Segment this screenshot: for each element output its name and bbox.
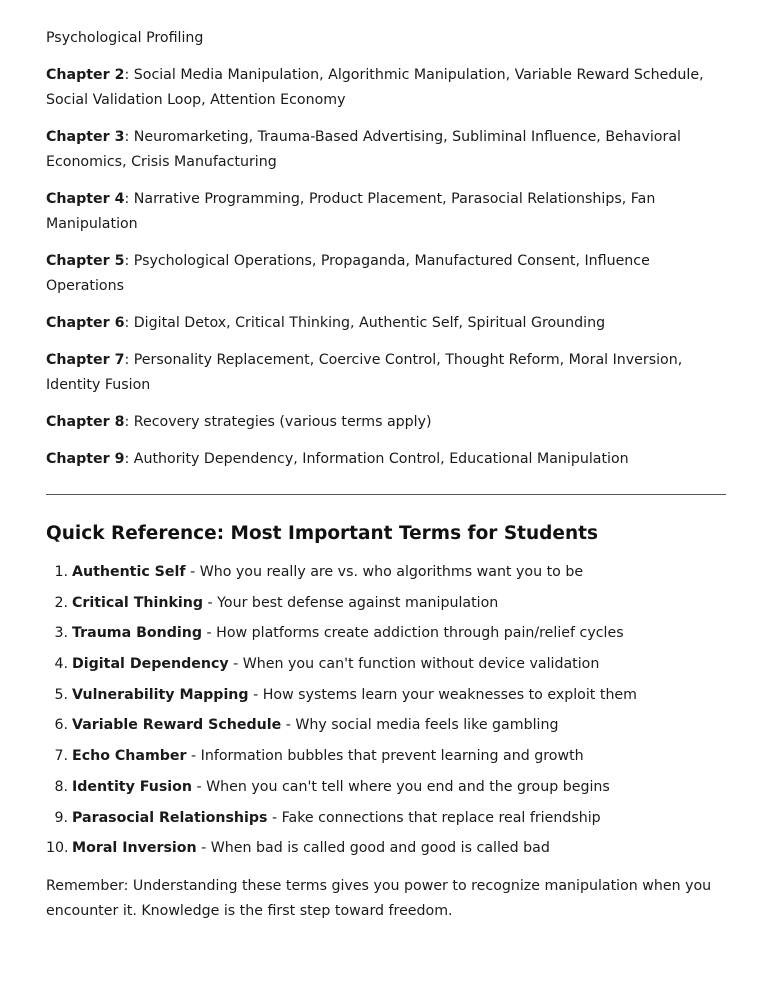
item-term: Authentic Self [72,564,186,580]
list-item [46,772,726,803]
item-term: Critical Thinking [72,594,203,611]
list-item [46,618,726,649]
item-term: Digital Dependency [72,656,229,673]
list-item [46,833,726,864]
item-description: - When you can't function without device validation [228,656,600,673]
intro-line: Psychological Profiling [46,30,204,46]
item-number: 7. [54,748,68,765]
item-number: 6. [54,717,68,734]
list-item [46,680,726,711]
item-term: Identity Fusion [72,778,193,795]
chapter-terms: : Social Media Manipulation, Algorithmic Manipulation, Variable Reward Schedule, Social Validation Loop, Attention Economy [46,67,704,108]
quick-reference-list [46,557,726,864]
item-number: 8. [54,778,68,795]
chapter-terms: : Authority Dependency, Information Control, Educational Manipulation [124,451,629,467]
chapter-paragraph [46,348,726,398]
chapter-paragraph [46,410,726,435]
item-description: - Who you really are vs. who algorithms want you to be [185,564,584,580]
chapter-paragraph [46,187,726,237]
item-number: 10. [46,840,69,857]
chapter-terms: : Psychological Operations, Propaganda, Manufactured Consent, Influence Operations [46,253,650,294]
item-number: 9. [54,809,68,826]
chapter-label: Chapter 4 [46,191,125,207]
item-number: 1. [54,564,68,580]
item-term: Parasocial Relationships [72,809,268,826]
list-item [46,649,726,680]
item-term: Trauma Bonding [72,625,203,642]
section-divider [46,494,726,495]
chapter-label: Chapter 8 [46,414,125,430]
chapter-label: Chapter 5 [46,253,125,269]
item-description: - Fake connections that replace real friendship [267,809,601,826]
chapter-label: Chapter 3 [46,129,125,145]
closing-paragraph: Remember: Understanding these terms gives you power to recognize manipulation when you encounter it. Knowledge is the first step toward freedom. [46,877,712,919]
chapter-paragraph [46,125,726,175]
item-number: 3. [54,625,68,642]
item-term: Echo Chamber [72,748,187,765]
list-item [46,710,726,741]
item-number: 2. [54,594,68,611]
item-description: - Your best defense against manipulation [203,594,499,611]
list-item [46,803,726,834]
chapter-paragraph [46,249,726,299]
item-description: - How systems learn your weaknesses to exploit them [248,686,637,703]
chapter-label: Chapter 2 [46,67,125,83]
quick-reference-title: Quick Reference: Most Important Terms for Students [46,523,599,544]
item-number: 4. [54,656,68,673]
item-number: 5. [54,686,68,703]
chapter-terms: : Narrative Programming, Product Placement, Parasocial Relationships, Fan Manipulation [46,191,656,232]
item-description: - When bad is called good and good is called bad [196,840,550,857]
item-term: Variable Reward Schedule [72,717,282,734]
chapter-label: Chapter 6 [46,315,125,331]
list-item [46,557,726,588]
chapter-terms: : Personality Replacement, Coercive Control, Thought Reform, Moral Inversion, Identity Fusion [46,352,683,393]
chapter-terms: : Digital Detox, Critical Thinking, Authentic Self, Spiritual Grounding [124,315,606,331]
list-item [46,741,726,772]
list-item [46,588,726,619]
item-description: - When you can't tell where you end and the group begins [192,778,610,795]
chapter-paragraph [46,63,726,113]
item-term: Vulnerability Mapping [72,686,249,703]
chapter-terms: : Recovery strategies (various terms apply) [124,414,432,430]
item-description: - Information bubbles that prevent learning and growth [186,748,584,765]
chapter-label: Chapter 7 [46,352,125,368]
chapter-terms: : Neuromarketing, Trauma-Based Advertising, Subliminal Influence, Behavioral Economics, Crisis Manufacturing [46,129,681,170]
item-description: - How platforms create addiction through pain/relief cycles [202,625,624,642]
chapter-paragraph [46,447,726,472]
item-term: Moral Inversion [72,840,197,857]
item-description: - Why social media feels like gambling [281,717,559,734]
chapter-paragraph [46,311,726,336]
chapter-label: Chapter 9 [46,451,125,467]
chapter-list [46,63,726,472]
